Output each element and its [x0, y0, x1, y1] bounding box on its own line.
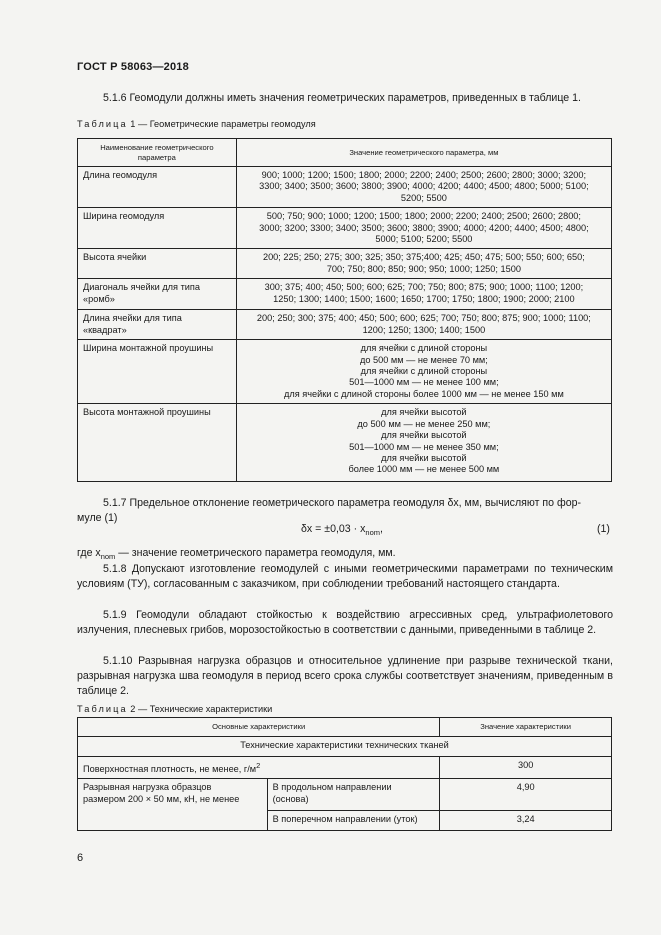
table2-density-label	[78, 757, 440, 779]
value-line: для ячейки с длиной стороны	[360, 343, 488, 354]
value-line: 5200; 5500	[400, 192, 447, 203]
table1-row-name: Высота монтажной проушины	[78, 404, 237, 482]
table-geometric-parameters	[77, 138, 612, 482]
paragraph-5-1-6: 5.1.6 Геомодули должны иметь значения геометрических параметров, приведенных в таблице 1.	[103, 92, 581, 104]
paragraph-5-1-8: 5.1.8 Допускают изготовление геомодулей с иными геометрическими параметрами по техническим условиям (ТУ), согласованным с заказчиком, при соблюдении требований настоящего стандарта.	[77, 563, 613, 591]
name-line: «квадрат»	[83, 324, 127, 335]
table1-row-value	[236, 340, 611, 404]
formula-punct: ,	[380, 523, 383, 535]
value-line: 501—1000 мм — не менее 100 мм;	[349, 377, 499, 388]
name-line: Длина ячейки для типа	[83, 313, 182, 324]
table1-row-value	[236, 167, 611, 208]
value-line: до 500 мм — не менее 250 мм;	[357, 418, 491, 429]
table2-caption-label: Таблица	[77, 704, 128, 714]
table1-row-name: Высота ячейки	[78, 249, 237, 279]
page-number: 6	[77, 852, 84, 864]
density-label-sup: 2	[256, 761, 261, 770]
value-line: более 1000 мм — не менее 500 мм	[348, 464, 500, 475]
value-line: для ячейки с длиной стороны	[360, 366, 488, 377]
table1-row-value	[236, 208, 611, 249]
where-subscript: nom	[100, 552, 116, 561]
value-line: 1200; 1250; 1300; 1400; 1500	[362, 324, 486, 335]
formula	[301, 523, 383, 537]
table1-row-name: Ширина монтажной проушины	[78, 340, 237, 404]
value-line: до 500 мм — не менее 70 мм;	[359, 354, 488, 365]
table2-caption-text: 2 — Технические характеристики	[130, 704, 273, 714]
value-line: для ячейки с длиной стороны более 1000 мм — не менее 150 мм	[283, 388, 564, 399]
value-line: 300; 375; 400; 450; 500; 600; 625; 700; 750; 800; 875; 900; 1000; 1100; 1200;	[264, 282, 584, 293]
table2-load-label	[78, 779, 268, 831]
table1-caption	[77, 119, 316, 129]
formula-number: (1)	[597, 523, 610, 535]
table2-cross-direction: В поперечном направлении (уток)	[267, 811, 440, 831]
table1-row-name	[78, 310, 237, 340]
paragraph-line: 5.1.7 Предельное отклонение геометрического параметра геомодуля δx, мм, вычисляют по фор-	[103, 497, 582, 509]
formula-subscript: nom	[365, 528, 381, 537]
density-label-text: Поверхностная плотность, не менее, г/м	[83, 764, 257, 774]
formula-expression: δx = ±0,03 · x	[301, 523, 366, 535]
paragraph-5-1-9: 5.1.9 Геомодули обладают стойкостью к воздействию агрессивных сред, ультрафиолетового излучения, плесневых грибов, морозостойкостью в соответствии с данными, приведенными в таблице 2.	[77, 609, 613, 637]
table2-long-direction	[267, 779, 440, 811]
value-line: 200; 225; 250; 275; 300; 325; 350; 375;400; 425; 450; 475; 500; 550; 600; 650;	[262, 252, 585, 263]
table1-row-name	[78, 279, 237, 310]
name-line: Диагональ ячейки для типа	[83, 282, 200, 293]
table2-header-characteristics: Основные характеристики	[78, 718, 440, 737]
where-prefix: где x	[77, 547, 101, 559]
table-technical-characteristics	[77, 717, 612, 831]
value-line: 501—1000 мм — не менее 350 мм;	[349, 441, 499, 452]
value-line: 5000; 5100; 5200; 5500	[375, 234, 473, 245]
table1-row-value	[236, 279, 611, 310]
value-line: 500; 750; 900; 1000; 1200; 1500; 1800; 2000; 2200; 2400; 2500; 2600; 2800;	[266, 211, 581, 222]
value-line: 1250; 1300; 1400; 1500; 1600; 1650; 1700; 1750; 1800; 1900; 2000; 2100	[273, 293, 575, 304]
table1-caption-text: 1 — Геометрические параметры геомодуля	[130, 119, 316, 129]
table1-row-name: Длина геомодуля	[78, 167, 237, 208]
value-line: 900; 1000; 1200; 1500; 1800; 2000; 2200; 2400; 2500; 2600; 2800; 3000; 3200;	[261, 170, 587, 180]
load-label-line: размером 200 × 50 мм, кН, не менее	[83, 793, 240, 804]
table1-row-name: Ширина геомодуля	[78, 208, 237, 249]
value-line: для ячейки высотой	[381, 430, 467, 441]
value-line: 3000; 3200; 3300; 3400; 3500; 3600; 3800; 3900; 4000; 4200; 4400; 4500; 4800;	[259, 222, 589, 233]
value-line: 200; 250; 300; 375; 400; 450; 500; 600; 625; 700; 750; 800; 875; 900; 1000; 1100;	[256, 313, 591, 324]
direction-line: В продольном направлении	[272, 782, 392, 793]
value-line: 700; 750; 800; 850; 900; 950; 1000; 1250; 1500	[326, 263, 521, 274]
table2-header-value: Значение характеристики	[440, 718, 612, 737]
table1-row-value	[236, 310, 611, 340]
load-label-line: Разрывная нагрузка образцов	[83, 782, 212, 793]
value-line: для ячейки высотой	[381, 452, 467, 463]
value-line: 3300; 3400; 3500; 3600; 3800; 3900; 4000; 4200; 4400; 4500; 4800; 5000; 5100;	[259, 181, 589, 192]
direction-line: (основа)	[272, 793, 309, 804]
table1-header-name: Наименование геометрического параметра	[78, 139, 237, 167]
where-text: — значение геометрического параметра геомодуля, мм.	[115, 547, 396, 559]
table2-cross-value: 3,24	[440, 811, 612, 831]
table1-header-value: Значение геометрического параметра, мм	[236, 139, 611, 167]
table1-row-value	[236, 404, 611, 482]
value-line: для ячейки высотой	[381, 407, 467, 418]
name-line: «ромб»	[83, 293, 115, 304]
table1-caption-label: Таблица	[77, 119, 128, 129]
table2-long-value: 4,90	[440, 779, 612, 811]
document-header: ГОСТ Р 58063—2018	[77, 61, 189, 73]
table1-row-value	[236, 249, 611, 279]
paragraph-line: муле (1)	[77, 512, 118, 525]
paragraph-5-1-7	[77, 496, 613, 526]
paragraph-5-1-10: 5.1.10 Разрывная нагрузка образцов и относительное удлинение при разрыве технической ткани, разрывная нагрузка шва геомодуля в период всего срока службы соответствует значениям, приведенным в таблице 2.	[77, 655, 613, 698]
table2-section-row: Технические характеристики технических тканей	[78, 737, 612, 757]
table2-caption	[77, 704, 272, 714]
table2-density-value: 300	[440, 757, 612, 779]
